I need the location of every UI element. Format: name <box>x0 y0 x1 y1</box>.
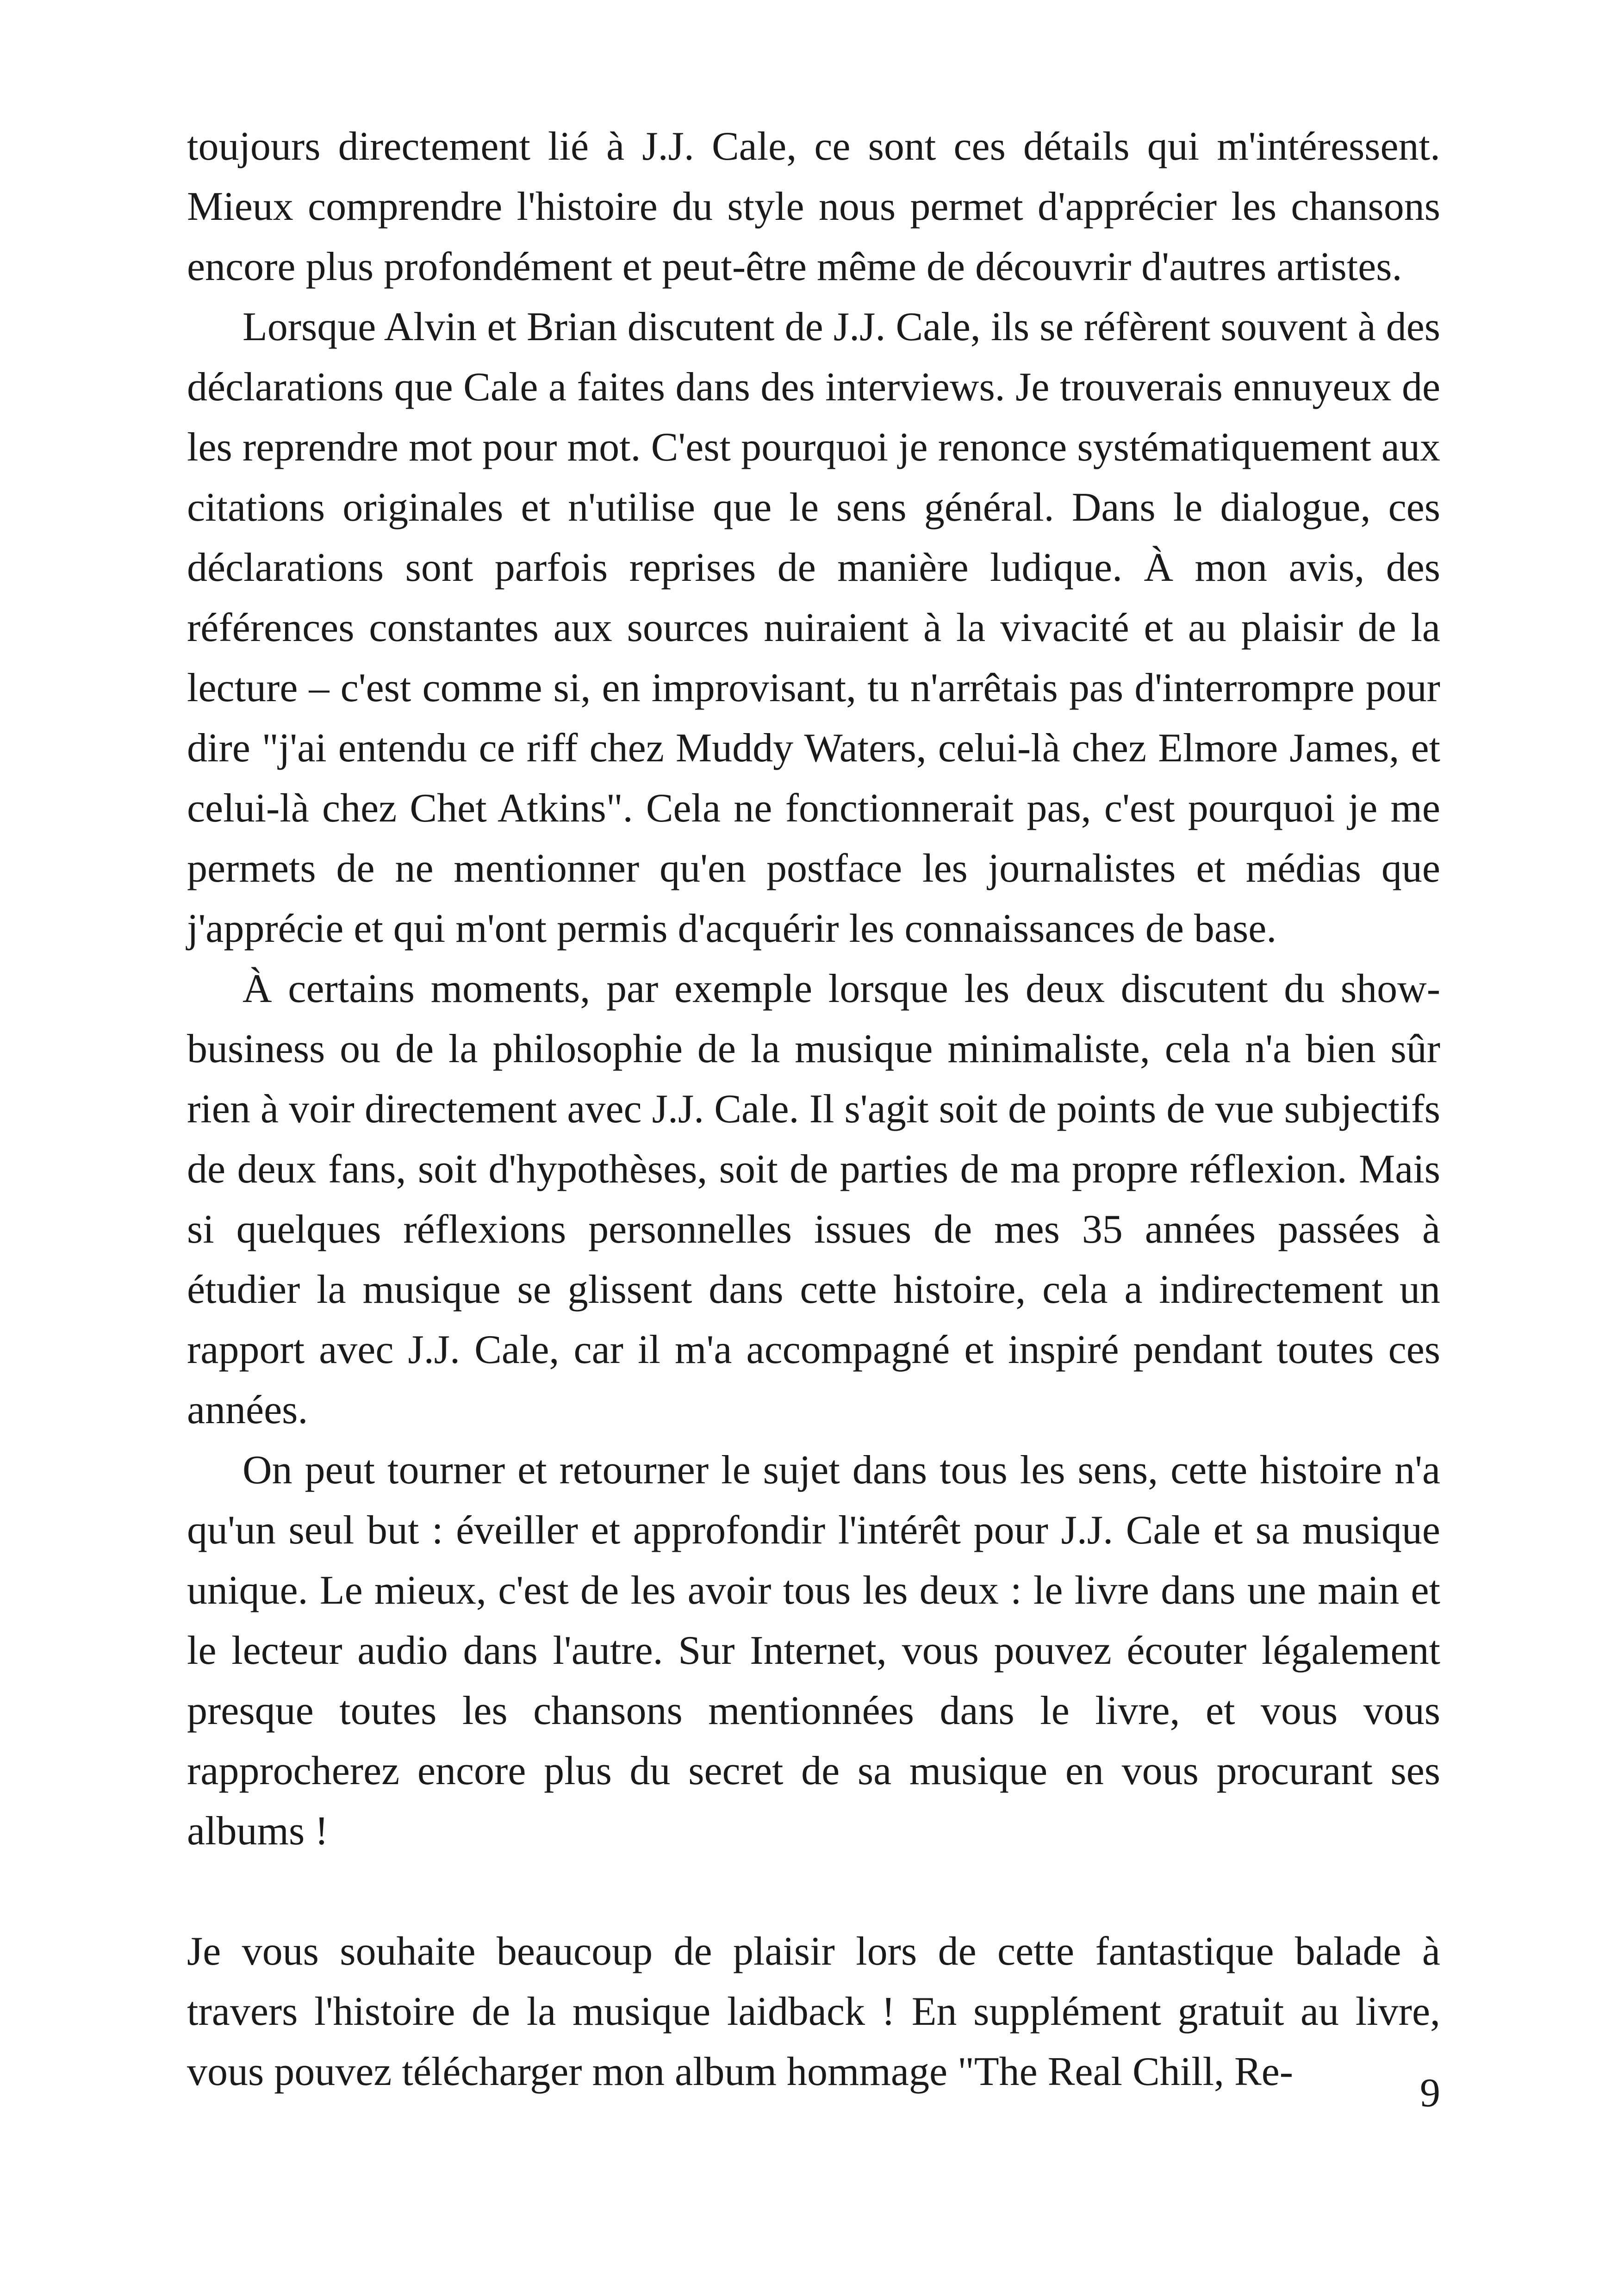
body-text <box>187 117 1440 2102</box>
paragraph-closing: Je vous souhaite beaucoup de plaisir lors de cette fantastique balade à travers l'histoire de la musique laidback ! En supplément gratuit au livre, vous pouvez télécharger mon album hommage "The Real Chill, Re- <box>187 1929 1440 2094</box>
page-number: 9 <box>1420 2071 1440 2116</box>
paragraph-interviews: Lorsque Alvin et Brian discutent de J.J. Cale, ils se réfèrent souvent à des déclarations que Cale a faites dans des interviews. Je trouverais ennuyeux de les reprendre mot pour mot. C'est pourquoi je renonce systématiquement aux citations originales et n'utilise que le sens général. Dans le dialogue, ces déclarations sont parfois reprises de manière ludique. À mon avis, des références constantes aux sources nuiraient à la vivacité et au plaisir de la lecture – c'est comme si, en improvisant, tu n'arrêtais pas d'interrompre pour dire "j'ai entendu ce riff chez Muddy Waters, celui-là chez Elmore James, et celui-là chez Chet Atkins". Cela ne fonctionnerait pas, c'est pourquoi je me permets de ne mentionner qu'en postface les journalistes et médias que j'apprécie et qui m'ont permis d'acquérir les connaissances de base. <box>187 305 1440 951</box>
paragraph-reflections: À certains moments, par exemple lorsque les deux discutent du show-business ou de la philosophie de la musique minimaliste, cela n'a bien sûr rien à voir directement avec J.J. Cale. Il s'agit soit de points de vue subjectifs de deux fans, soit d'hypothèses, soit de parties de ma propre réflexion. Mais si quelques réflexions personnelles issues de mes 35 années passées à étudier la musique se glissent dans cette histoire, cela a indirectement un rapport avec J.J. Cale, car il m'a accompagné et inspiré pendant toutes ces années. <box>187 966 1440 1432</box>
paragraph-continuation: toujours directement lié à J.J. Cale, ce sont ces détails qui m'intéressent. Mieux comprendre l'histoire du style nous permet d'apprécier les chansons encore plus profondément et peut-être même de découvrir d'autres artistes. <box>187 124 1440 289</box>
paragraph-purpose: On peut tourner et retourner le sujet dans tous les sens, cette histoire n'a qu'un seul but : éveiller et approfondir l'intérêt pour J.J. Cale et sa musique unique. Le mieux, c'est de les avoir tous les deux : le livre dans une main et le lecteur audio dans l'autre. Sur Internet, vous pouvez écouter légalement presque toutes les chansons mentionnées dans le livre, et vous vous rapprocherez encore plus du secret de sa musique en vous procurant ses albums ! <box>187 1448 1440 1854</box>
